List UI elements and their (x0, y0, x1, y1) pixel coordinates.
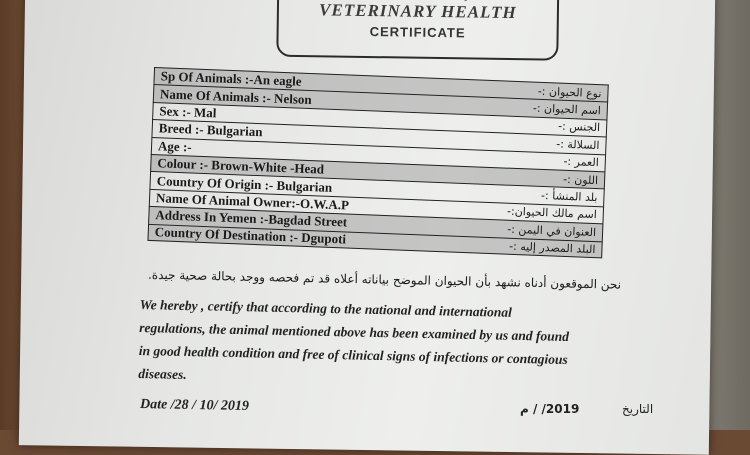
breed-arabic: السلالة :- (555, 137, 600, 153)
destination-arabic: البلد المصدر إليه :- (508, 239, 596, 256)
statement-line-1: We hereby , certify that according to the national and international (139, 296, 512, 320)
breed-label: Breed :- Bulgarian (158, 120, 263, 140)
statement-line-3: in good health condition and free of clinical signs of infections or contagious (138, 342, 568, 367)
species-arabic: نوع الحيوان :- (537, 84, 602, 100)
certificate-header-box (276, 0, 559, 61)
colour-arabic: اللون :- (562, 172, 599, 187)
destination-label: Country Of Destination :- Dgupoti (154, 224, 347, 247)
owner-arabic: اسم مالك الحيوان:- (506, 205, 598, 222)
address-label: Address In Yemen :-Bagdad Street (155, 207, 348, 230)
animal-details-table (147, 67, 608, 258)
statement-line-4: diseases. (138, 365, 187, 382)
age-label: Age :- (157, 137, 192, 155)
statement-arabic: نحن الموقعون أدناه نشهد بأن الحيوان الموضح بياناته أعلاه قد تم فحصه ووجد بحالة صحية جيدة. (147, 267, 622, 292)
header-title: VETERINARY HEALTH (319, 0, 517, 23)
species-label: Sp Of Animals :-An eagle (160, 68, 302, 89)
sex-arabic: الجنس :- (557, 120, 601, 135)
name-label: Name Of Animals :- Nelson (159, 85, 312, 107)
sex-label: Sex :- Mal (159, 103, 217, 121)
age-arabic: العمر :- (563, 155, 600, 170)
date-english: Date /28 / 10/ 2019 (139, 397, 250, 414)
colour-label: Colour :- Brown-White -Head (157, 155, 325, 177)
owner-label: Name Of Animal Owner:-O.W.A.P (155, 190, 350, 213)
address-arabic: العنوان في اليمن :- (507, 222, 597, 239)
country-origin-label: Country Of Origin :- Bulgarian (156, 172, 333, 195)
country-origin-arabic: بلد المنشأ :- (540, 188, 598, 205)
date-arabic-value: 2019/ / م (520, 402, 580, 416)
statement-english (138, 293, 660, 396)
name-arabic: اسم الحيوان :- (532, 101, 602, 118)
date-arabic-label: التاريخ (622, 402, 654, 416)
statement-line-2: regulations, the animal mentioned above has been examined by us and found (139, 319, 570, 344)
header-subtitle: CERTIFICATE (369, 24, 466, 41)
